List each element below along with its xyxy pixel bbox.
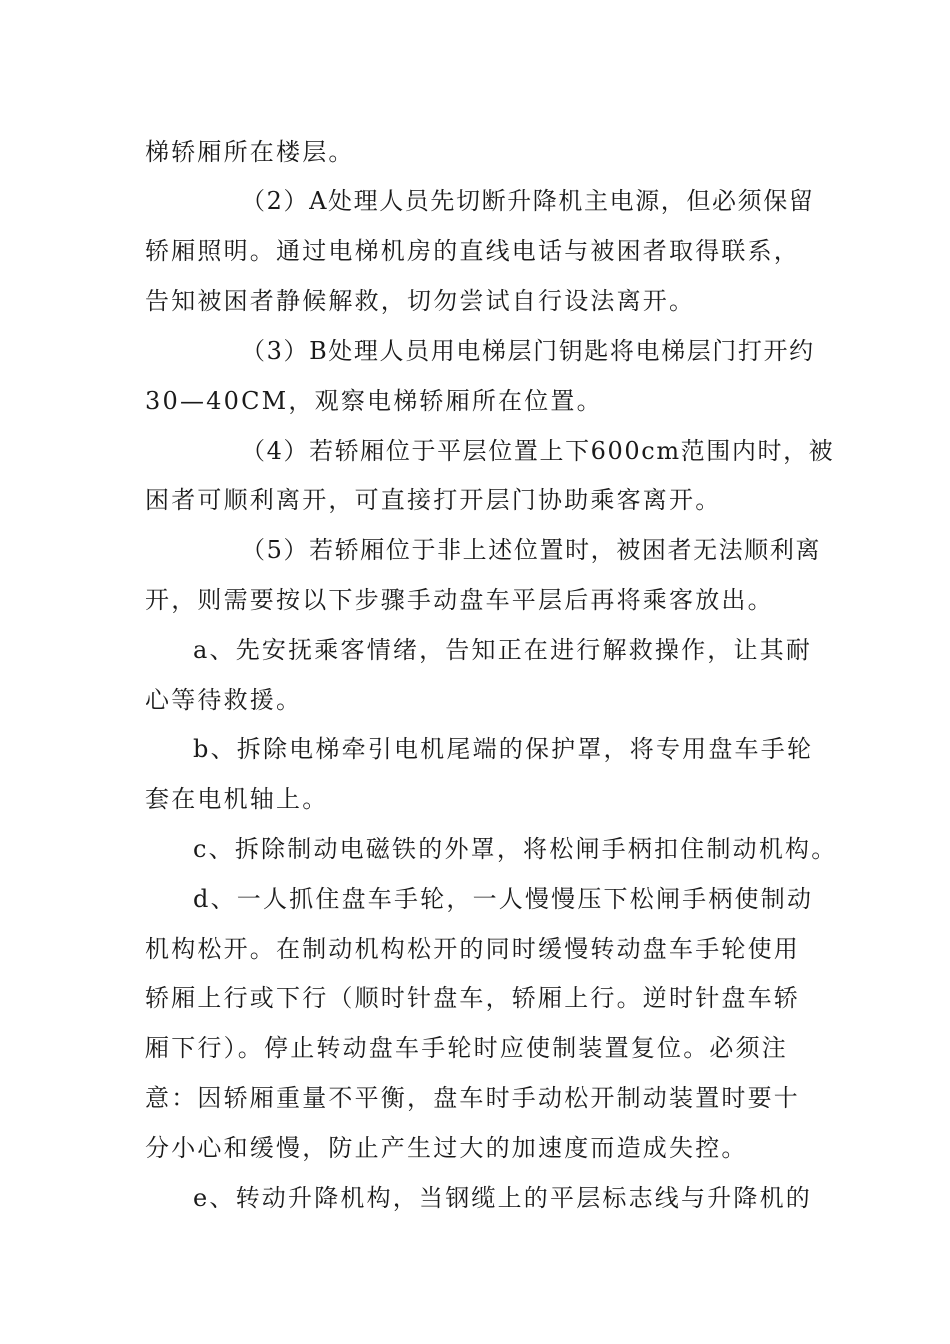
- text-line: 轿厢照明。通过电梯机房的直线电话与被困者取得联系，: [145, 237, 800, 265]
- text-line: 意：因轿厢重量不平衡，盘车时手动松开制动装置时要十: [145, 1084, 800, 1112]
- text-line: 分小心和缓慢，防止产生过大的加速度而造成失控。: [145, 1134, 748, 1162]
- text-line: 告知被困者静候解救，切勿尝试自行设法离开。: [145, 287, 696, 315]
- text-line: d、一人抓住盘车手轮，一人慢慢压下松闸手柄使制动: [193, 885, 814, 913]
- text-line: 30—40CM，观察电梯轿厢所在位置。: [145, 387, 603, 415]
- text-line: 开，则需要按以下步骤手动盘车平层后再将乘客放出。: [145, 586, 774, 614]
- text-line: 梯轿厢所在楼层。: [145, 138, 355, 166]
- text-line: 机构松开。在制动机构松开的同时缓慢转动盘车手轮使用: [145, 935, 800, 963]
- text-line: 轿厢上行或下行（顺时针盘车，轿厢上行。逆时针盘车轿: [145, 984, 800, 1012]
- text-line: （3）B处理人员用电梯层门钥匙将电梯层门打开约: [241, 337, 815, 365]
- text-line: 心等待救援。: [145, 686, 303, 714]
- text-line: e、转动升降机构，当钢缆上的平层标志线与升降机的: [193, 1184, 813, 1212]
- text-line: b、拆除电梯牵引电机尾端的保护罩，将专用盘车手轮: [193, 735, 814, 763]
- text-line: a、先安抚乘客情绪，告知正在进行解救操作，让其耐: [193, 636, 813, 664]
- text-line: c、拆除制动电磁铁的外罩，将松闸手柄扣住制动机构。: [193, 835, 838, 863]
- text-line: 困者可顺利离开，可直接打开层门协助乘客离开。: [145, 486, 722, 514]
- text-line: （4）若轿厢位于平层位置上下600cm范围内时，被: [241, 437, 835, 465]
- text-line: （5）若轿厢位于非上述位置时，被困者无法顺利离: [241, 536, 822, 564]
- text-line: （2）A处理人员先切断升降机主电源，但必须保留: [241, 187, 815, 215]
- text-line: 厢下行）。停止转动盘车手轮时应使制装置复位。必须注: [145, 1034, 788, 1062]
- text-line: 套在电机轴上。: [145, 785, 329, 813]
